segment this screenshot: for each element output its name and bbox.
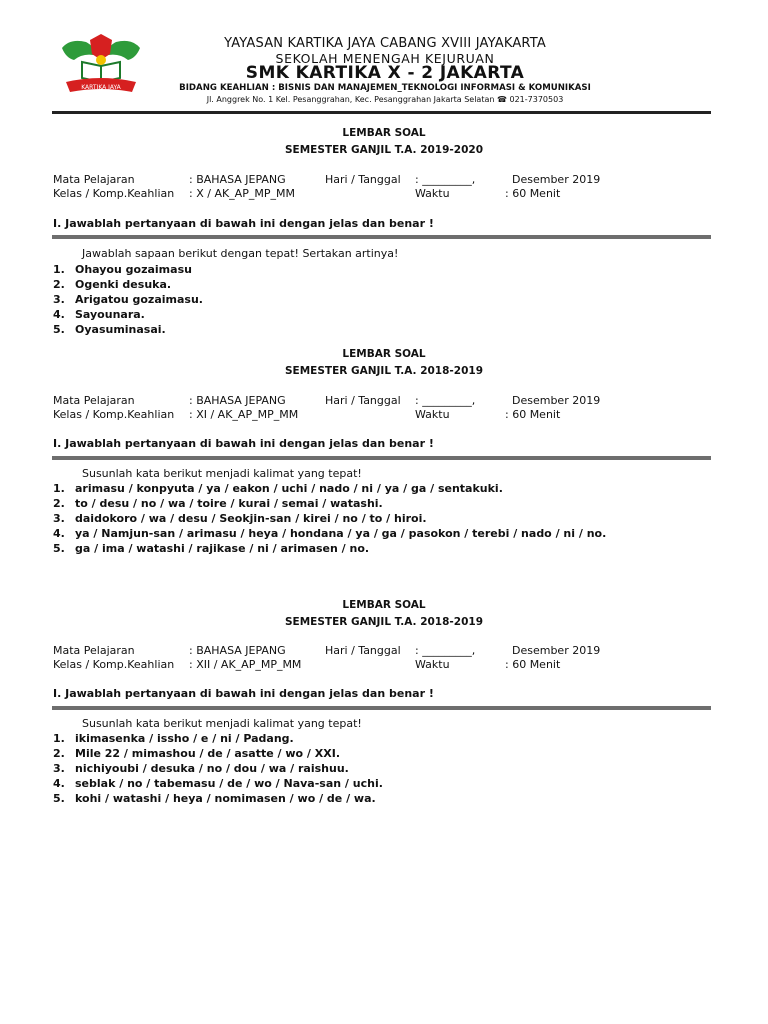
time-label: Waktu bbox=[415, 658, 450, 671]
item-number: 4. bbox=[53, 308, 65, 321]
item-number: 2. bbox=[53, 278, 65, 291]
instruction: I. Jawablah pertanyaan di bawah ini dengan jelas dan benar ! bbox=[53, 217, 434, 230]
class-label: Kelas / Komp.Keahlian bbox=[53, 187, 175, 200]
class-label: Kelas / Komp.Keahlian bbox=[53, 658, 175, 671]
list-item: nichiyoubi / desuka / no / dou / wa / raishuu. bbox=[75, 762, 349, 775]
school-name: SMK KARTIKA X - 2 JAKARTA bbox=[245, 63, 525, 83]
list-item: Ogenki desuka. bbox=[75, 278, 172, 291]
item-number: 4. bbox=[53, 777, 65, 790]
list-item: to / desu / no / wa / toire / kurai / semai / watashi. bbox=[75, 497, 383, 510]
instruction: I. Jawablah pertanyaan di bawah ini dengan jelas dan benar ! bbox=[53, 437, 434, 450]
list-item: arimasu / konpyuta / ya / eakon / uchi / nado / ni / ya / ga / sentakuki. bbox=[75, 482, 503, 495]
day-label: Hari / Tanggal bbox=[325, 394, 401, 407]
list-item: Mile 22 / mimashou / de / asatte / wo / XXI. bbox=[75, 747, 341, 760]
list-item: Sayounara. bbox=[75, 308, 145, 321]
date-value: Desember 2019 bbox=[512, 644, 601, 657]
day-label: Hari / Tanggal bbox=[325, 644, 401, 657]
time-label: Waktu bbox=[415, 187, 450, 200]
school-address: Jl. Anggrek No. 1 Kel. Pesanggrahan, Kec. Pesanggrahan Jakarta Selatan ☎ 021-7370503 bbox=[206, 95, 564, 104]
day-value: : _________, bbox=[415, 173, 476, 186]
date-value: Desember 2019 bbox=[512, 173, 601, 186]
section-title: LEMBAR SOAL bbox=[342, 127, 426, 139]
subject-label: Mata Pelajaran bbox=[53, 394, 135, 407]
time-label: Waktu bbox=[415, 408, 450, 421]
subject-value: : BAHASA JEPANG bbox=[189, 394, 286, 407]
item-number: 3. bbox=[53, 762, 65, 775]
list-item: Oyasuminasai. bbox=[75, 323, 166, 336]
fields-of-expertise: BIDANG KEAHLIAN : BISNIS DAN MANAJEMEN_TEKNOLOGI INFORMASI & KOMUNIKASI bbox=[179, 83, 591, 93]
time-value: : 60 Menit bbox=[505, 408, 561, 421]
item-number: 1. bbox=[53, 263, 65, 276]
list-item: ikimasenka / issho / e / ni / Padang. bbox=[75, 732, 294, 745]
day-value: : _________, bbox=[415, 644, 476, 657]
section-title: LEMBAR SOAL bbox=[342, 348, 426, 360]
item-number: 5. bbox=[53, 542, 65, 555]
task-text: Jawablah sapaan berikut dengan tepat! Sertakan artinya! bbox=[82, 247, 399, 260]
item-number: 1. bbox=[53, 482, 65, 495]
letterhead bbox=[0, 0, 768, 120]
item-number: 5. bbox=[53, 792, 65, 805]
task-text: Susunlah kata berikut menjadi kalimat yang tepat! bbox=[82, 467, 362, 480]
class-value: : XI / AK_AP_MP_MM bbox=[189, 408, 299, 421]
list-item: Ohayou gozaimasu bbox=[75, 263, 192, 276]
foundation-name: YAYASAN KARTIKA JAYA CABANG XVIII JAYAKARTA bbox=[224, 36, 546, 51]
school-type: SEKOLAH MENENGAH KEJURUAN bbox=[275, 51, 495, 66]
item-number: 2. bbox=[53, 497, 65, 510]
item-number: 4. bbox=[53, 527, 65, 540]
list-item: Arigatou gozaimasu. bbox=[75, 293, 203, 306]
subject-label: Mata Pelajaran bbox=[53, 644, 135, 657]
section-semester: SEMESTER GANJIL T.A. 2019-2020 bbox=[284, 144, 483, 156]
date-value: Desember 2019 bbox=[512, 394, 601, 407]
section-semester: SEMESTER GANJIL T.A. 2018-2019 bbox=[284, 365, 483, 377]
day-value: : _________, bbox=[415, 394, 476, 407]
section-semester: SEMESTER GANJIL T.A. 2018-2019 bbox=[284, 616, 483, 628]
class-label: Kelas / Komp.Keahlian bbox=[53, 408, 175, 421]
section-title: LEMBAR SOAL bbox=[342, 599, 426, 611]
school-logo bbox=[60, 34, 142, 96]
item-number: 1. bbox=[53, 732, 65, 745]
class-value: : X / AK_AP_MP_MM bbox=[189, 187, 295, 200]
list-item: ga / ima / watashi / rajikase / ni / arimasen / no. bbox=[75, 542, 370, 555]
section-divider bbox=[52, 235, 711, 239]
item-number: 2. bbox=[53, 747, 65, 760]
time-value: : 60 Menit bbox=[505, 187, 561, 200]
subject-label: Mata Pelajaran bbox=[53, 173, 135, 186]
list-item: daidokoro / wa / desu / Seokjin-san / kirei / no / to / hiroi. bbox=[75, 512, 427, 525]
list-item: kohi / watashi / heya / nomimasen / wo / de / wa. bbox=[75, 792, 376, 805]
list-item: ya / Namjun-san / arimasu / heya / hondana / ya / ga / pasokon / terebi / nado / ni / no. bbox=[75, 527, 607, 540]
section-divider bbox=[52, 706, 711, 710]
instruction: I. Jawablah pertanyaan di bawah ini dengan jelas dan benar ! bbox=[53, 687, 434, 700]
list-item: seblak / no / tabemasu / de / wo / Nava-san / uchi. bbox=[75, 777, 383, 790]
header-divider bbox=[52, 111, 711, 114]
subject-value: : BAHASA JEPANG bbox=[189, 644, 286, 657]
school-logo-icon bbox=[60, 34, 142, 96]
item-number: 3. bbox=[53, 512, 65, 525]
logo-text: KARTIKA JAYA bbox=[81, 84, 121, 91]
time-value: : 60 Menit bbox=[505, 658, 561, 671]
task-text: Susunlah kata berikut menjadi kalimat yang tepat! bbox=[82, 717, 362, 730]
subject-value: : BAHASA JEPANG bbox=[189, 173, 286, 186]
class-value: : XII / AK_AP_MP_MM bbox=[189, 658, 302, 671]
section-divider bbox=[52, 456, 711, 460]
item-number: 5. bbox=[53, 323, 65, 336]
day-label: Hari / Tanggal bbox=[325, 173, 401, 186]
item-number: 3. bbox=[53, 293, 65, 306]
